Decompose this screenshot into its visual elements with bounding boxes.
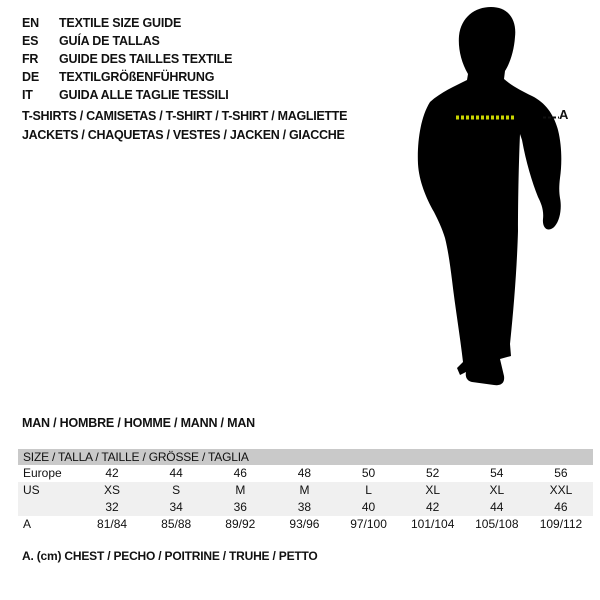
size-cell: S [172, 483, 181, 497]
size-cell: 105/108 [475, 517, 519, 531]
size-cell: 36 [233, 500, 247, 514]
language-text: TEXTILGRÖßENFÜHRUNG [59, 70, 215, 84]
man-silhouette-shape [418, 7, 561, 385]
category-line-jackets: JACKETS / CHAQUETAS / VESTES / JACKEN / GIACCHE [22, 128, 345, 142]
language-code: ES [22, 34, 39, 48]
size-cell: 85/88 [161, 517, 192, 531]
size-cell: L [365, 483, 372, 497]
size-cell: M [235, 483, 246, 497]
language-text: TEXTILE SIZE GUIDE [59, 16, 182, 30]
size-cell: 44 [490, 500, 504, 514]
size-cell: 52 [426, 466, 440, 480]
language-code: DE [22, 70, 39, 84]
footnote-chest: A. (cm) CHEST / PECHO / POITRINE / TRUHE / PETTO [22, 549, 318, 563]
size-cell: 38 [297, 500, 312, 514]
table-row-chest-a [18, 516, 593, 533]
section-title-man: MAN / HOMBRE / HOMME / MANN / MAN [22, 416, 255, 430]
measure-label-a: A [559, 107, 569, 122]
size-cell: XS [104, 483, 121, 497]
table-row-us [18, 482, 593, 499]
size-cell: 109/112 [539, 517, 583, 531]
size-cell: 40 [361, 500, 376, 514]
language-code: FR [22, 52, 39, 66]
language-code: IT [22, 88, 33, 102]
row-label: A [23, 517, 32, 531]
category-line-tshirts: T-SHIRTS / CAMISETAS / T-SHIRT / T-SHIRT / MAGLIETTE [22, 109, 348, 123]
row-label: Europe [23, 466, 62, 480]
language-row-en [22, 14, 232, 32]
language-row-de [22, 68, 232, 86]
size-cell: 46 [554, 500, 568, 514]
size-cell: 48 [297, 466, 312, 480]
language-code: EN [22, 16, 39, 30]
size-cell: XL [489, 483, 505, 497]
size-cell: 32 [105, 500, 119, 514]
language-text: GUÍA DE TALLAS [59, 34, 160, 48]
size-cell: 81/84 [97, 517, 128, 531]
size-cell: 42 [105, 466, 119, 480]
size-cell: 42 [426, 500, 440, 514]
language-row-fr [22, 50, 232, 68]
size-cell: 89/92 [225, 517, 256, 531]
size-table [18, 449, 593, 533]
size-cell: 101/104 [410, 517, 455, 531]
language-list [22, 14, 232, 104]
size-cell: M [299, 483, 310, 497]
language-row-es [22, 32, 232, 50]
language-text: GUIDE DES TAILLES TEXTILE [59, 52, 233, 66]
language-text: GUIDA ALLE TAGLIE TESSILI [59, 88, 229, 102]
size-cell: 34 [169, 500, 183, 514]
man-silhouette [412, 6, 572, 391]
size-cell: 56 [554, 466, 568, 480]
table-row-europe [18, 465, 593, 482]
size-table-header: SIZE / TALLA / TAILLE / GRÖSSE / TAGLIA [18, 449, 593, 465]
language-row-it [22, 86, 232, 104]
row-label: US [23, 483, 40, 497]
size-cell: XXL [549, 483, 573, 497]
size-cell: XL [425, 483, 441, 497]
row-label [18, 499, 80, 516]
size-cell: 44 [169, 466, 183, 480]
size-cell: 93/96 [289, 517, 320, 531]
size-cell: 54 [490, 466, 504, 480]
size-cell: 97/100 [350, 517, 387, 531]
category-heading [22, 107, 347, 145]
table-row-numeric [18, 499, 593, 516]
size-cell: 46 [233, 466, 247, 480]
size-cell: 50 [361, 466, 376, 480]
